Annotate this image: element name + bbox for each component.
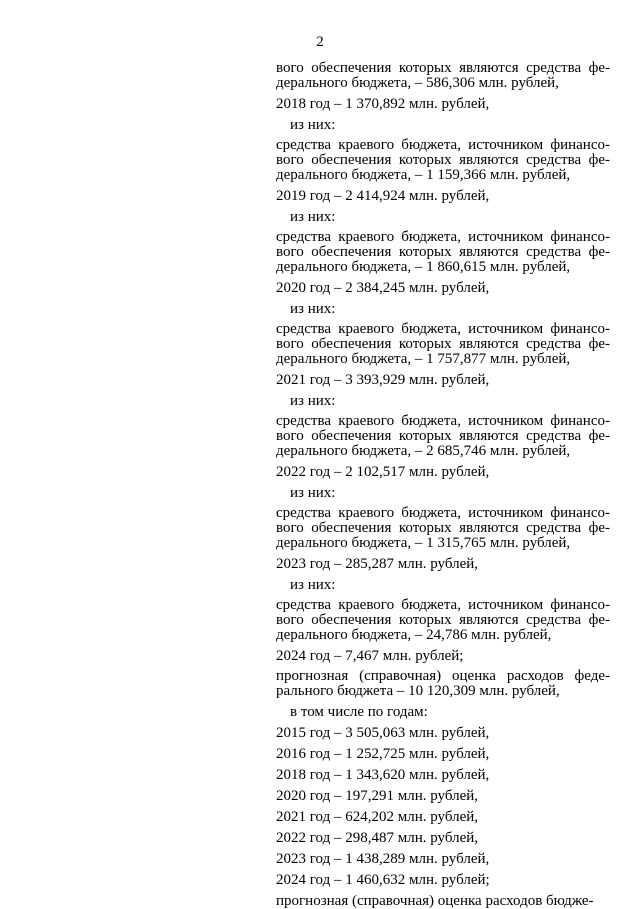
- indented-line: из них:: [290, 577, 336, 593]
- year-amount-line: 2021 год – 624,202 млн. рублей,: [276, 809, 479, 825]
- paragraph-line: дерального бюджета, – 1 315,765 млн. рублей,: [276, 535, 571, 551]
- year-amount-line: 2022 год – 2 102,517 млн. рублей,: [276, 464, 490, 480]
- year-amount-line: 2015 год – 3 505,063 млн. рублей,: [276, 725, 490, 741]
- text-paragraph: [276, 598, 610, 643]
- paragraph-line: прогнозная (справочная) оценка расходов феде-: [276, 668, 610, 684]
- paragraph-line: рального бюджета – 10 120,309 млн. рублей,: [276, 683, 560, 699]
- paragraph-line: вого обеспечения которых являются средства фе-: [276, 244, 610, 260]
- paragraph-line: дерального бюджета, – 586,306 млн. рублей,: [276, 75, 559, 91]
- paragraph-line: средства краевого бюджета, источником финансо-: [276, 321, 610, 337]
- paragraph-line: дерального бюджета, – 24,786 млн. рублей,: [276, 627, 552, 643]
- indented-line: из них:: [290, 485, 336, 501]
- paragraph-line: дерального бюджета, – 1 757,877 млн. рублей,: [276, 351, 571, 367]
- page-number: 2: [316, 34, 324, 50]
- indented-line: из них:: [290, 393, 336, 409]
- paragraph-line: средства краевого бюджета, источником финансо-: [276, 597, 610, 613]
- paragraph-line: средства краевого бюджета, источником финансо-: [276, 229, 610, 245]
- year-amount-line: 2023 год – 285,287 млн. рублей,: [276, 556, 479, 572]
- paragraph-line: вого обеспечения которых являются средства фе-: [276, 60, 610, 76]
- year-amount-line: 2018 год – 1 343,620 млн. рублей,: [276, 767, 490, 783]
- year-amount-line: 2023 год – 1 438,289 млн. рублей,: [276, 851, 490, 867]
- year-amount-line: 2024 год – 1 460,632 млн. рублей;: [276, 872, 490, 888]
- text-paragraph: [276, 414, 610, 459]
- year-amount-line: 2022 год – 298,487 млн. рублей,: [276, 830, 479, 846]
- document-body: [276, 61, 610, 909]
- paragraph-line: средства краевого бюджета, источником финансо-: [276, 505, 610, 521]
- paragraph-line: вого обеспечения которых являются средства фе-: [276, 520, 610, 536]
- text-paragraph: [276, 230, 610, 275]
- paragraph-line: вого обеспечения которых являются средства фе-: [276, 428, 610, 444]
- year-amount-line: 2020 год – 197,291 млн. рублей,: [276, 788, 479, 804]
- text-paragraph: [276, 61, 610, 91]
- year-amount-line: 2019 год – 2 414,924 млн. рублей,: [276, 188, 490, 204]
- text-paragraph: [276, 138, 610, 183]
- indented-line: из них:: [290, 301, 336, 317]
- paragraph-line: дерального бюджета, – 2 685,746 млн. рублей,: [276, 443, 571, 459]
- text-paragraph: [276, 506, 610, 551]
- year-amount-line: прогнозная (справочная) оценка расходов бюдже-: [276, 893, 594, 909]
- paragraph-line: вого обеспечения которых являются средства фе-: [276, 152, 610, 168]
- paragraph-line: средства краевого бюджета, источником финансо-: [276, 413, 610, 429]
- indented-line: из них:: [290, 209, 336, 225]
- paragraph-line: средства краевого бюджета, источником финансо-: [276, 137, 610, 153]
- year-amount-line: 2024 год – 7,467 млн. рублей;: [276, 648, 464, 664]
- paragraph-line: дерального бюджета, – 1 159,366 млн. рублей,: [276, 167, 571, 183]
- year-amount-line: 2020 год – 2 384,245 млн. рублей,: [276, 280, 490, 296]
- indented-line: из них:: [290, 117, 336, 133]
- paragraph-line: дерального бюджета, – 1 860,615 млн. рублей,: [276, 259, 571, 275]
- year-amount-line: 2016 год – 1 252,725 млн. рублей,: [276, 746, 490, 762]
- text-paragraph: [276, 669, 610, 699]
- year-amount-line: 2021 год – 3 393,929 млн. рублей,: [276, 372, 490, 388]
- indented-line: в том числе по годам:: [290, 704, 428, 720]
- text-paragraph: [276, 322, 610, 367]
- paragraph-line: вого обеспечения которых являются средства фе-: [276, 612, 610, 628]
- year-amount-line: 2018 год – 1 370,892 млн. рублей,: [276, 96, 490, 112]
- paragraph-line: вого обеспечения которых являются средства фе-: [276, 336, 610, 352]
